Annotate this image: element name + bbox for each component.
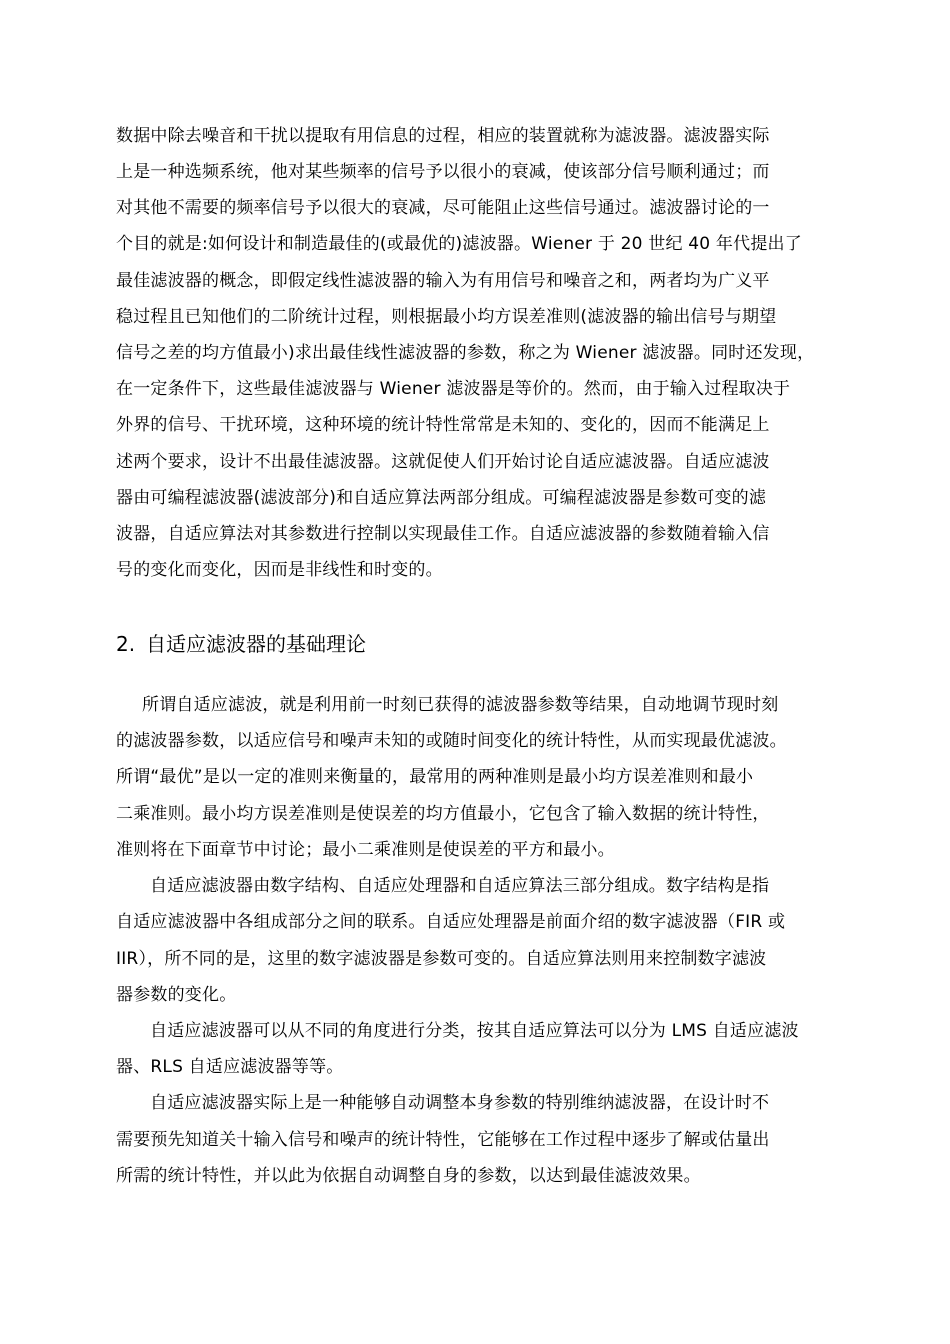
text-line: 对其他不需要的频率信号予以很大的衰减，尽可能阻止这些信号通过。滤波器讨论的一 [116, 198, 770, 218]
text-line: 外界的信号、干扰环境，这种环境的统计特性常常是未知的、变化的，因而不能满足上 [116, 415, 770, 435]
text-line: 所谓自适应滤波，就是利用前一时刻已获得的滤波器参数等结果，自动地调节现时刻 [142, 695, 779, 715]
text-line: 在一定条件下，这些最佳滤波器与 Wiener 滤波器是等价的。然而，由于输入过程取决于 [116, 379, 791, 399]
text-line: 波器，自适应算法对其参数进行控制以实现最佳工作。自适应滤波器的参数随着输入信 [116, 524, 770, 544]
text-line: 自适应滤波器由数字结构、自适应处理器和自适应算法三部分组成。数字结构是指 [150, 876, 770, 896]
text-line: IIR），所不同的是，这里的数字滤波器是参数可变的。自适应算法则用来控制数字滤波 [116, 949, 767, 969]
text-line: 号的变化而变化，因而是非线性和时变的。 [116, 560, 443, 580]
text-line: 所谓“最优”是以一定的准则来衡量的，最常用的两种准则是最小均方误差准则和最小 [116, 767, 754, 787]
text-line: 需要预先知道关十输入信号和噪声的统计特性，它能够在工作过程中逐步了解或估量出 [116, 1130, 770, 1150]
text-line: 准则将在下面章节中讨论；最小二乘准则是使误差的平方和最小。 [116, 840, 615, 860]
text-line: 器由可编程滤波器(滤波部分)和自适应算法两部分组成。可编程滤波器是参数可变的滤 [116, 488, 767, 508]
text-line: 二乘准则。最小均方误差准则是使误差的均方值最小，它包含了输入数据的统计特性， [116, 804, 770, 824]
text-line: 自适应滤波器可以从不同的角度进行分类，按其自适应算法可以分为 LMS 自适应滤波 [150, 1021, 799, 1041]
text-line: 个目的就是:如何设计和制造最佳的(或最优的)滤波器。Wiener 于 20 世纪 40 年代提出了 [116, 234, 802, 254]
section-title: 自适应滤波器的基础理论 [146, 632, 366, 656]
text-line: 述两个要求，设计不出最佳滤波器。这就促使人们开始讨论自适应滤波器。自适应滤波 [116, 452, 770, 472]
section-number: 2. [116, 632, 136, 656]
text-line: 自适应滤波器实际上是一种能够自动调整本身参数的特别维纳滤波器，在设计时不 [150, 1093, 770, 1113]
section-heading [116, 632, 366, 656]
text-line: 稳过程且已知他们的二阶统计过程，则根据最小均方误差准则(滤波器的输出信号与期望 [116, 307, 777, 327]
text-line: 自适应滤波器中各组成部分之间的联系。自适应处理器是前面介绍的数字滤波器（FIR 或 [116, 912, 786, 932]
text-line: 最佳滤波器的概念，即假定线性滤波器的输入为有用信号和噪音之和，两者均为广义平 [116, 271, 770, 291]
text-line: 器参数的变化。 [116, 985, 237, 1005]
text-line: 器、RLS 自适应滤波器等等。 [116, 1057, 344, 1077]
text-line: 的滤波器参数，以适应信号和噪声未知的或随时间变化的统计特性，从而实现最优滤波。 [116, 731, 787, 751]
text-line: 上是一种选频系统，他对某些频率的信号予以很小的衰减，使该部分信号顺利通过；而 [116, 162, 770, 182]
text-line: 信号之差的均方值最小)求出最佳线性滤波器的参数，称之为 Wiener 滤波器。同时还发现， [116, 343, 815, 363]
text-line: 数据中除去噪音和干扰以提取有用信息的过程，相应的装置就称为滤波器。滤波器实际 [116, 126, 770, 146]
text-line: 所需的统计特性，并以此为依据自动调整自身的参数，以达到最佳滤波效果。 [116, 1166, 701, 1186]
